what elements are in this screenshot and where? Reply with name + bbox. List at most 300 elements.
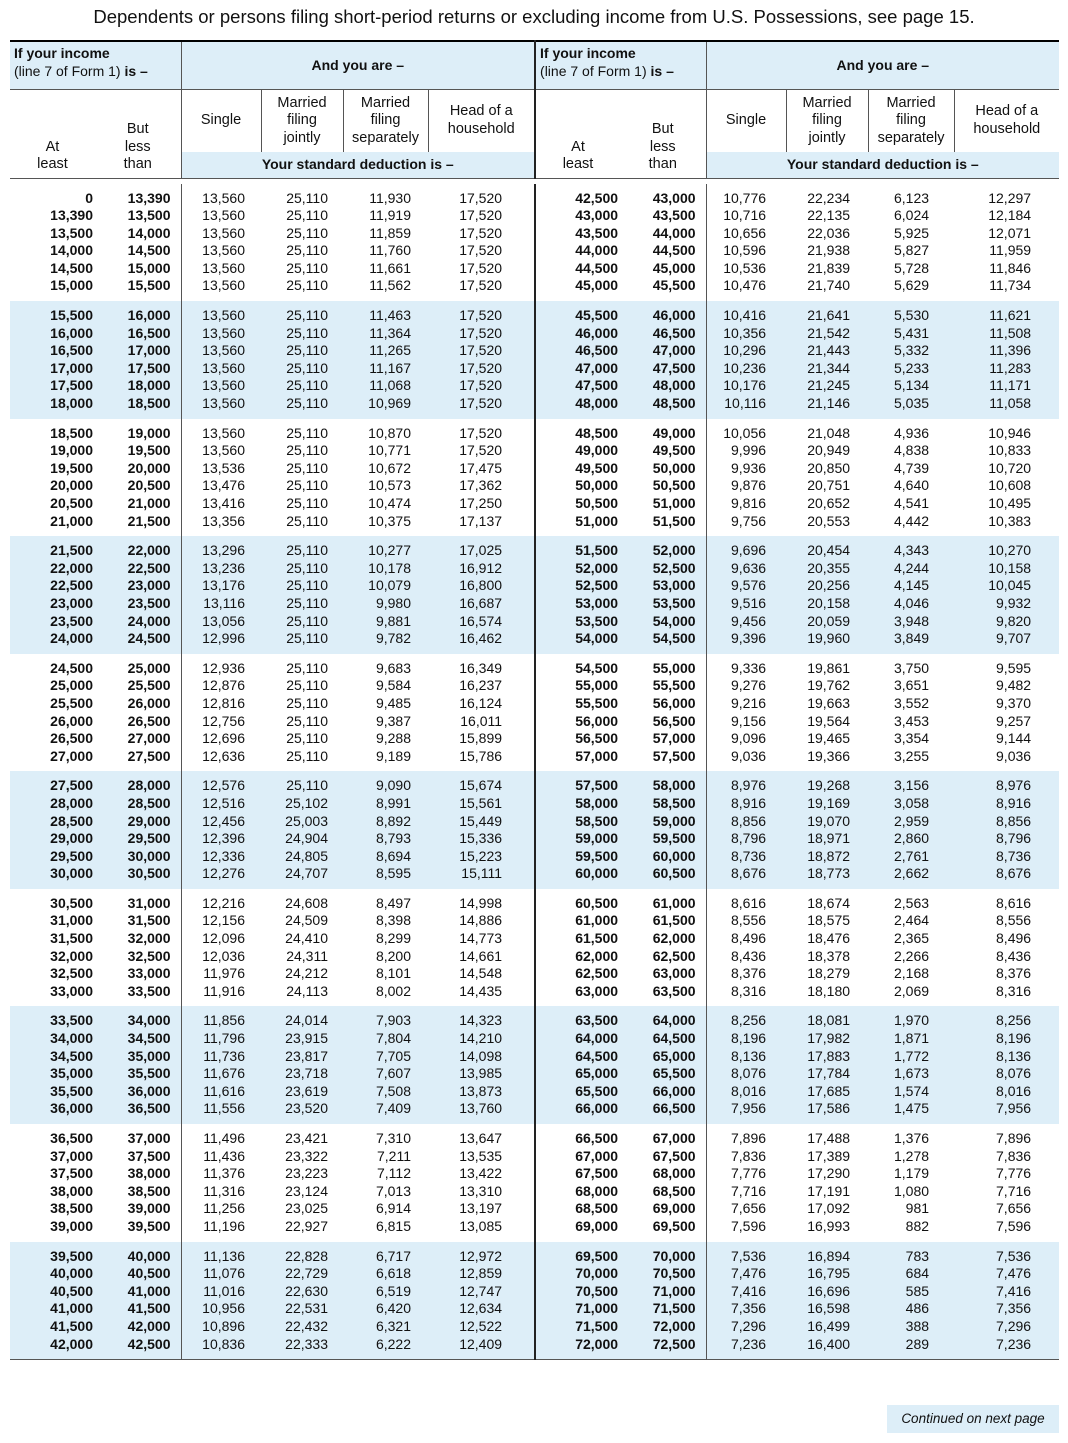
deduction-cell: 4,442	[893, 512, 930, 529]
deduction-cell: 18,279	[807, 965, 851, 982]
deduction-cell: 10,296	[723, 342, 767, 359]
income-cell: 66,000	[575, 1100, 619, 1117]
income-cell: 0	[85, 189, 93, 206]
income-cell: 56,000	[575, 712, 619, 729]
income-cell: 58,000	[575, 794, 619, 811]
income-cell: 22,500	[95, 560, 181, 578]
deduction-cell: 10,771	[368, 442, 411, 459]
deduction-cell: 20,553	[807, 512, 851, 529]
deduction-cell: 9,636	[730, 559, 767, 576]
income-cell: 66,500	[620, 1100, 706, 1124]
deduction-cell: 15,786	[428, 748, 535, 772]
deduction-cell: 24,014	[285, 1012, 328, 1029]
deduction-cell: 17,520	[428, 184, 535, 208]
head-of-household-header: Head of a household	[954, 90, 1059, 152]
deduction-cell: 2,464	[893, 912, 930, 929]
income-cell: 44,500	[620, 242, 706, 260]
deduction-cell: 17,389	[807, 1147, 851, 1164]
table-row	[10, 595, 1059, 613]
deduction-cell: 8,002	[375, 982, 411, 999]
deduction-cell: 12,522	[428, 1318, 535, 1336]
deduction-cell: 17,520	[428, 360, 535, 378]
deduction-cell: 11,919	[369, 207, 411, 224]
deduction-cell: 8,595	[375, 865, 411, 882]
deduction-cell: 7,903	[375, 1012, 411, 1029]
income-cell: 14,500	[95, 242, 181, 260]
deduction-cell: 7,112	[377, 1165, 411, 1182]
income-cell: 36,500	[50, 1130, 93, 1146]
income-cell: 42,500	[95, 1336, 181, 1360]
deduction-cell: 22,630	[285, 1282, 328, 1299]
income-cell: 55,500	[620, 677, 706, 695]
deduction-cell: 25,003	[285, 812, 328, 829]
deduction-cell: 4,244	[893, 559, 930, 576]
income-cell: 42,000	[50, 1335, 93, 1352]
income-cell: 40,000	[95, 1242, 181, 1266]
deduction-cell: 15,449	[428, 813, 535, 831]
income-cell: 33,500	[95, 983, 181, 1007]
income-cell: 32,000	[50, 947, 93, 964]
married-separately-header: Married filing separately	[343, 90, 428, 152]
deduction-cell: 8,736	[730, 847, 767, 864]
deduction-cell: 9,820	[996, 612, 1032, 629]
income-cell: 21,500	[50, 542, 93, 559]
deduction-cell: 21,048	[807, 424, 851, 441]
table-row	[10, 1030, 1059, 1048]
deduction-cell: 25,102	[285, 794, 328, 811]
income-cell: 50,500	[575, 495, 619, 511]
income-cell: 65,500	[575, 1082, 619, 1099]
deduction-cell: 4,343	[893, 542, 930, 559]
deduction-cell: 19,169	[807, 794, 851, 811]
deduction-cell: 11,976	[203, 965, 245, 982]
deduction-cell: 18,674	[807, 894, 851, 911]
table-row	[10, 848, 1059, 866]
income-cell: 62,500	[575, 965, 619, 982]
deduction-cell: 9,036	[996, 747, 1032, 764]
deduction-cell: 21,146	[807, 395, 851, 412]
deduction-cell: 10,672	[368, 459, 411, 476]
deduction-cell: 17,883	[807, 1047, 851, 1064]
income-cell: 14,500	[50, 259, 93, 276]
at-least-header: At least	[37, 138, 68, 172]
income-cell: 67,000	[575, 1147, 619, 1164]
deduction-cell: 13,985	[428, 1065, 535, 1083]
standard-deduction-header-left: Your standard deduction is –	[181, 152, 535, 179]
income-cell: 68,500	[575, 1200, 619, 1217]
income-cell: 31,000	[95, 889, 181, 913]
income-cell: 67,500	[575, 1165, 619, 1182]
deduction-cell: 24,113	[286, 982, 328, 999]
income-cell: 60,000	[575, 865, 619, 882]
deduction-cell: 24,608	[285, 894, 328, 911]
deduction-cell: 2,662	[893, 865, 930, 882]
deduction-cell: 12,696	[202, 730, 245, 747]
deduction-cell: 9,090	[375, 777, 411, 794]
table-row	[10, 442, 1059, 460]
deduction-cell: 9,683	[375, 659, 411, 676]
income-cell: 33,000	[50, 982, 93, 999]
income-cell: 38,000	[95, 1165, 181, 1183]
income-cell: 19,500	[95, 442, 181, 460]
deduction-cell: 17,520	[428, 342, 535, 360]
deduction-cell: 11,734	[989, 277, 1032, 294]
income-cell: 51,000	[575, 512, 619, 529]
deduction-cell: 9,932	[996, 594, 1032, 611]
income-cell: 48,000	[575, 395, 619, 412]
deduction-cell: 25,110	[286, 694, 328, 711]
deduction-cell: 17,520	[428, 301, 535, 325]
deduction-cell: 5,925	[893, 224, 930, 241]
deduction-cell: 14,998	[428, 889, 535, 913]
table-row	[10, 1148, 1059, 1166]
income-cell: 56,500	[575, 730, 619, 747]
income-cell: 19,000	[50, 442, 93, 459]
deduction-cell: 13,760	[428, 1100, 535, 1124]
income-cell: 40,000	[50, 1265, 93, 1282]
income-cell: 60,500	[575, 894, 619, 911]
deduction-cell: 25,110	[286, 359, 328, 376]
income-cell: 52,000	[575, 559, 619, 576]
income-cell: 71,500	[620, 1300, 706, 1318]
deduction-cell: 21,245	[807, 377, 851, 394]
table-row	[10, 730, 1059, 748]
deduction-cell: 9,387	[375, 712, 411, 729]
income-cell: 72,000	[575, 1335, 619, 1352]
income-cell: 57,500	[575, 777, 619, 794]
deduction-cell: 13,647	[428, 1124, 535, 1148]
deduction-cell: 14,886	[428, 912, 535, 930]
deduction-cell: 20,751	[807, 477, 851, 494]
income-cell: 67,000	[620, 1124, 706, 1148]
table-row	[10, 654, 1059, 678]
deduction-cell: 7,536	[730, 1247, 767, 1264]
deduction-cell: 7,416	[730, 1282, 767, 1299]
deduction-cell: 14,661	[428, 948, 535, 966]
deduction-cell: 5,827	[893, 242, 930, 259]
deduction-cell: 8,016	[996, 1082, 1032, 1099]
deduction-cell: 23,223	[285, 1165, 328, 1182]
income-cell: 29,000	[50, 830, 93, 847]
deduction-cell: 13,560	[202, 224, 245, 241]
married-jointly-header: Married filing jointly	[786, 90, 868, 152]
table-row	[10, 1265, 1059, 1283]
deduction-cell: 12,276	[202, 865, 245, 882]
deduction-cell: 8,076	[730, 1065, 767, 1082]
table-row	[10, 830, 1059, 848]
deduction-cell: 6,321	[375, 1317, 411, 1334]
deduction-cell: 6,815	[375, 1217, 411, 1234]
deduction-cell: 23,619	[285, 1082, 328, 1099]
deduction-cell: 9,881	[375, 612, 411, 629]
deduction-cell: 11,376	[203, 1165, 245, 1182]
deduction-cell: 8,694	[375, 847, 411, 864]
deduction-cell: 8,316	[730, 982, 767, 999]
income-cell: 34,500	[95, 1030, 181, 1048]
deduction-cell: 19,465	[807, 730, 851, 747]
deduction-cell: 17,520	[428, 377, 535, 395]
income-cell: 47,000	[575, 359, 619, 376]
deduction-cell: 12,216	[202, 894, 245, 911]
income-cell: 21,500	[95, 513, 181, 537]
deduction-cell: 16,687	[428, 595, 535, 613]
deduction-cell: 10,833	[988, 442, 1032, 459]
income-cell: 54,500	[620, 630, 706, 654]
income-cell: 71,000	[575, 1300, 619, 1317]
deduction-cell: 13,422	[428, 1165, 535, 1183]
income-cell: 30,000	[50, 865, 93, 882]
deduction-cell: 2,860	[893, 830, 930, 847]
income-cell: 54,000	[620, 613, 706, 631]
deduction-cell: 8,793	[375, 830, 411, 847]
table-row	[10, 495, 1059, 513]
deduction-cell: 12,071	[988, 224, 1032, 241]
deduction-cell: 7,956	[996, 1100, 1032, 1117]
deduction-cell: 25,110	[286, 189, 328, 206]
deduction-cell: 6,024	[893, 207, 930, 224]
table-row	[10, 1165, 1059, 1183]
income-cell: 54,500	[575, 659, 619, 676]
deduction-cell: 17,520	[428, 419, 535, 443]
deduction-cell: 1,871	[893, 1030, 930, 1047]
deduction-cell: 3,058	[893, 794, 930, 811]
deduction-cell: 7,896	[730, 1130, 767, 1146]
income-cell: 32,500	[95, 948, 181, 966]
deduction-cell: 7,656	[996, 1200, 1032, 1217]
deduction-cell: 8,436	[996, 947, 1032, 964]
deduction-cell: 16,912	[428, 560, 535, 578]
deduction-cell: 8,398	[375, 912, 411, 929]
deduction-cell: 8,496	[996, 930, 1032, 947]
deduction-cell: 25,110	[286, 659, 328, 676]
deduction-cell: 4,739	[893, 459, 930, 476]
deduction-cell: 8,976	[730, 777, 767, 794]
deduction-cell: 7,896	[996, 1130, 1032, 1146]
income-cell: 53,500	[620, 595, 706, 613]
single-header: Single	[200, 112, 242, 128]
deduction-cell: 1,970	[893, 1012, 930, 1029]
deduction-cell: 9,456	[730, 612, 767, 629]
income-cell: 46,000	[575, 324, 619, 341]
deduction-cell: 13,085	[428, 1218, 535, 1242]
income-cell: 15,500	[50, 307, 93, 324]
income-cell: 45,000	[575, 277, 619, 294]
deduction-cell: 8,796	[730, 830, 767, 847]
deduction-cell: 25,110	[286, 677, 328, 694]
deduction-cell: 8,736	[996, 847, 1032, 864]
deduction-cell: 9,782	[375, 630, 411, 647]
income-cell: 55,000	[575, 677, 619, 694]
deduction-cell: 8,556	[996, 912, 1032, 929]
deduction-cell: 11,556	[203, 1100, 245, 1117]
deduction-cell: 7,416	[996, 1282, 1032, 1299]
income-cell: 35,000	[50, 1065, 93, 1082]
income-cell: 28,000	[50, 794, 93, 811]
income-cell: 29,500	[50, 847, 93, 864]
deduction-cell: 9,584	[375, 677, 411, 694]
deduction-cell: 8,316	[996, 982, 1032, 999]
income-cell: 48,500	[575, 424, 619, 441]
income-cell: 24,000	[95, 613, 181, 631]
deduction-cell: 7,956	[730, 1100, 767, 1117]
deduction-cell: 10,158	[988, 559, 1032, 576]
deduction-cell: 11,283	[989, 359, 1032, 376]
deduction-cell: 24,410	[285, 930, 328, 947]
table-row	[10, 225, 1059, 243]
married-jointly-header: Married filing jointly	[261, 90, 343, 152]
deduction-cell: 11,736	[203, 1047, 245, 1064]
income-cell: 13,500	[50, 224, 93, 241]
deduction-cell: 9,996	[730, 442, 767, 459]
income-cell: 43,000	[575, 207, 619, 224]
income-cell: 13,390	[50, 207, 93, 224]
deduction-cell: 16,993	[807, 1217, 851, 1234]
income-cell: 25,500	[50, 694, 93, 711]
income-cell: 18,000	[95, 377, 181, 395]
deduction-cell: 11,016	[203, 1282, 245, 1299]
deduction-cell: 17,586	[807, 1100, 851, 1117]
income-cell: 41,000	[95, 1283, 181, 1301]
deduction-cell: 8,196	[996, 1030, 1032, 1047]
income-cell: 26,000	[95, 695, 181, 713]
deduction-cell: 11,463	[369, 307, 411, 324]
deduction-cell: 13,560	[202, 207, 245, 224]
deduction-cell: 9,595	[996, 659, 1032, 676]
table-row	[10, 301, 1059, 325]
deduction-cell: 22,036	[807, 224, 851, 241]
table-caption: Dependents or persons filing short-period returns or excluding income from U.S. Possessions, see page 15.	[93, 6, 975, 27]
income-cell: 48,500	[620, 395, 706, 419]
deduction-cell: 19,960	[807, 630, 851, 647]
deduction-cell: 1,475	[893, 1100, 930, 1117]
deduction-cell: 5,728	[893, 259, 930, 276]
income-cell: 60,000	[620, 848, 706, 866]
deduction-cell: 6,222	[375, 1335, 411, 1352]
income-cell: 22,500	[50, 577, 93, 594]
income-cell: 62,000	[575, 947, 619, 964]
table-row	[10, 395, 1059, 419]
deduction-cell: 18,081	[807, 1012, 851, 1029]
income-cell: 51,000	[620, 495, 706, 513]
deduction-cell: 18,773	[807, 865, 851, 882]
income-cell: 17,000	[95, 342, 181, 360]
deduction-cell: 7,476	[730, 1265, 767, 1282]
deduction-cell: 17,520	[428, 207, 535, 225]
deduction-cell: 19,762	[807, 677, 851, 694]
deduction-cell: 23,817	[285, 1047, 328, 1064]
deduction-cell: 14,323	[428, 1006, 535, 1030]
income-cell: 64,000	[575, 1030, 619, 1047]
deduction-cell: 13,560	[202, 342, 245, 359]
deduction-cell: 7,776	[996, 1165, 1032, 1182]
income-cell: 61,000	[620, 889, 706, 913]
deduction-cell: 11,508	[989, 324, 1032, 341]
income-cell: 59,500	[620, 830, 706, 848]
income-cell: 61,500	[575, 930, 619, 947]
income-cell: 58,500	[575, 812, 619, 829]
deduction-cell: 9,980	[375, 594, 411, 611]
table-row	[10, 477, 1059, 495]
income-cell: 40,500	[50, 1282, 93, 1299]
deduction-cell: 11,256	[203, 1200, 245, 1217]
continued-note: Continued on next page	[887, 1405, 1059, 1433]
deduction-cell: 7,356	[996, 1300, 1032, 1317]
deduction-cell: 9,216	[730, 694, 767, 711]
and-you-are-header-right: And you are –	[706, 41, 1059, 90]
income-cell: 39,500	[95, 1218, 181, 1242]
income-cell: 49,500	[575, 459, 619, 476]
table-row	[10, 677, 1059, 695]
income-cell: 34,000	[95, 1006, 181, 1030]
deduction-cell: 10,608	[988, 477, 1032, 494]
deduction-cell: 10,375	[368, 512, 411, 529]
deduction-cell: 10,176	[723, 377, 767, 394]
deduction-cell: 7,716	[730, 1182, 767, 1199]
deduction-cell: 16,124	[428, 695, 535, 713]
income-cell: 44,000	[575, 242, 619, 259]
deduction-cell: 8,676	[730, 865, 767, 882]
deduction-cell: 12,409	[428, 1336, 535, 1360]
deduction-cell: 8,796	[996, 830, 1032, 847]
deduction-cell: 24,212	[285, 965, 328, 982]
income-cell: 58,000	[620, 771, 706, 795]
deduction-cell: 12,184	[988, 207, 1032, 224]
income-cell: 39,500	[50, 1247, 93, 1264]
deduction-cell: 15,223	[428, 848, 535, 866]
income-cell: 49,000	[620, 419, 706, 443]
deduction-cell: 12,876	[202, 677, 245, 694]
deduction-cell: 14,435	[428, 983, 535, 1007]
deduction-cell: 17,362	[428, 477, 535, 495]
deduction-cell: 8,101	[375, 965, 411, 982]
deduction-cell: 10,045	[988, 577, 1032, 594]
deduction-cell: 9,276	[730, 677, 767, 694]
deduction-cell: 7,536	[996, 1247, 1032, 1264]
deduction-cell: 7,236	[996, 1335, 1032, 1352]
table-row	[10, 1300, 1059, 1318]
deduction-cell: 5,233	[893, 359, 930, 376]
deduction-cell: 10,720	[988, 459, 1032, 476]
deduction-cell: 7,409	[375, 1100, 411, 1117]
deduction-cell: 7,836	[996, 1147, 1032, 1164]
table-row	[10, 1336, 1059, 1360]
income-cell: 42,500	[575, 189, 619, 206]
deduction-cell: 9,336	[730, 659, 767, 676]
deduction-cell: 9,696	[730, 542, 767, 559]
deduction-cell: 20,949	[807, 442, 851, 459]
deduction-cell: 3,849	[893, 630, 930, 647]
table-row	[10, 1006, 1059, 1030]
deduction-cell: 25,110	[286, 630, 328, 647]
deduction-cell: 12,936	[202, 659, 245, 676]
deduction-cell: 13,560	[202, 442, 245, 459]
deduction-cell: 11,916	[203, 982, 245, 999]
deduction-cell: 16,011	[428, 713, 535, 731]
deduction-cell: 23,025	[285, 1200, 328, 1217]
deduction-cell: 9,516	[730, 594, 767, 611]
deduction-cell: 7,296	[730, 1317, 767, 1334]
deduction-cell: 22,234	[807, 189, 851, 206]
deduction-cell: 16,400	[807, 1335, 851, 1352]
deduction-cell: 15,674	[428, 771, 535, 795]
deduction-cell: 20,355	[807, 559, 851, 576]
deduction-cell: 16,696	[807, 1282, 851, 1299]
income-cell: 31,500	[50, 930, 93, 947]
deduction-cell: 11,859	[369, 224, 411, 241]
but-less-than-header: But less than	[95, 90, 181, 179]
income-cell: 51,500	[620, 513, 706, 537]
deduction-cell: 15,336	[428, 830, 535, 848]
